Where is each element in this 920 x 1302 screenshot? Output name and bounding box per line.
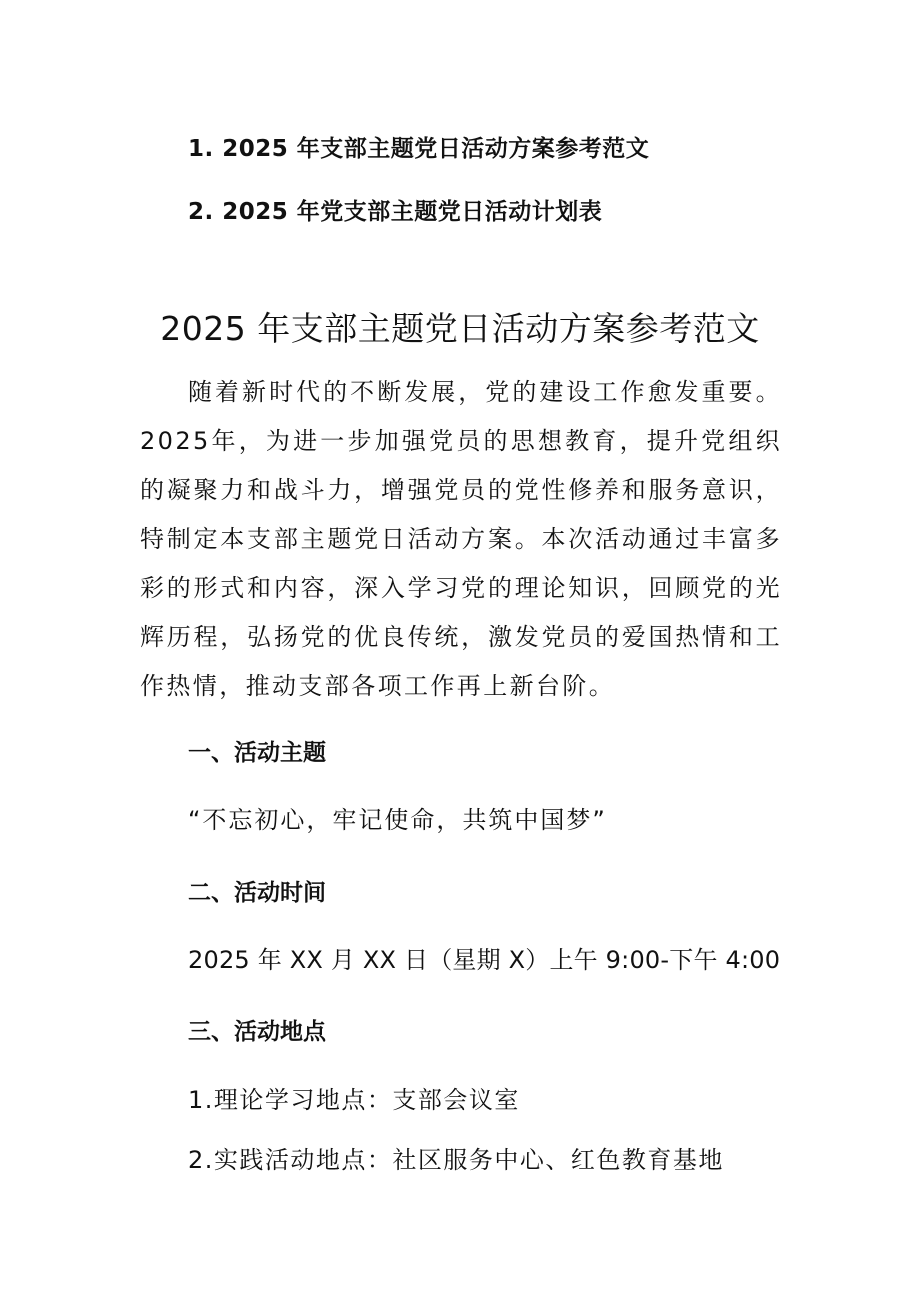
location-item-practice: 2.实践活动地点：社区服务中心、红色教育基地 — [188, 1146, 724, 1174]
document-title: 2025 年支部主题党日活动方案参考范文 — [160, 309, 760, 348]
toc-item-2[interactable]: 2. 2025 年党支部主题党日活动计划表 — [188, 199, 603, 225]
location-item-theory: 1.理论学习地点：支部会议室 — [188, 1086, 520, 1114]
activity-time-text: 2025 年 XX 月 XX 日（星期 X）上午 9:00-下午 4:00 — [188, 946, 781, 974]
activity-theme-text: “不忘初心，牢记使命，共筑中国梦” — [188, 806, 607, 834]
section-heading-location: 三、活动地点 — [188, 1019, 326, 1045]
section-heading-theme: 一、活动主题 — [188, 740, 326, 766]
section-heading-time: 二、活动时间 — [188, 880, 326, 906]
intro-paragraph: 随着新时代的不断发展，党的建设工作愈发重要。2025年，为进一步加强党员的思想教育，提升党组织的凝聚力和战斗力，增强党员的党性修养和服务意识，特制定本支部主题党日活动方案。本次活动通过丰富多彩的形式和内容，深入学习党的理论知识，回顾党的光辉历程，弘扬党的优良传统，激发党员的爱国热情和工作热情，推动支部各项工作再上新台阶。 — [140, 378, 782, 700]
toc-item-1[interactable]: 1. 2025 年支部主题党日活动方案参考范文 — [188, 136, 650, 162]
